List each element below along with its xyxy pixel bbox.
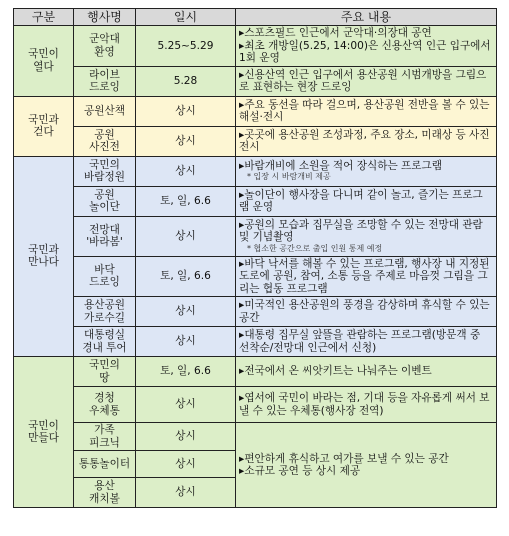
event-name: 국민의 땅 xyxy=(74,357,136,387)
table-header-row xyxy=(14,9,497,26)
event-name: 통통놀이터 xyxy=(74,451,136,478)
event-note: * 협소한 공간으로 출입 인원 통제 예정 xyxy=(247,243,383,253)
event-date: 상시 xyxy=(136,387,236,423)
event-date: 토, 일, 6.6 xyxy=(136,256,236,297)
event-name: 대통령실 경내 투어 xyxy=(74,327,136,357)
section-name: 국민이 만들다 xyxy=(14,357,74,508)
event-name: 경청 우체통 xyxy=(74,387,136,423)
event-content: ▸공원의 모습과 집무실을 조망할 수 있는 전망대 관람 및 기념촬영 xyxy=(239,218,483,243)
event-content: ▸신용산역 인근 입구에서 용산공원 시범개방을 그림으로 표현하는 현장 드로잉 xyxy=(236,66,497,96)
event-date: 5.28 xyxy=(136,66,236,96)
event-name: 용산 캐치볼 xyxy=(74,478,136,508)
event-date: 상시 xyxy=(136,216,236,256)
event-content-cell xyxy=(236,216,497,256)
event-name: 가족 피크닉 xyxy=(74,423,136,451)
event-name: 바닥 드로잉 xyxy=(74,256,136,297)
event-name: 국민의 바람정원 xyxy=(74,156,136,186)
event-date: 상시 xyxy=(136,327,236,357)
event-date: 상시 xyxy=(136,297,236,327)
event-content: ▸엽서에 국민이 바라는 점, 기대 등을 자유롭게 써서 보낼 수 있는 우체통(행사장 전역) xyxy=(236,387,497,423)
header-content: 주요 내용 xyxy=(236,9,497,26)
event-content: ▸미국적인 용산공원의 풍경을 감상하며 휴식할 수 있는 공간 xyxy=(236,297,497,327)
event-date: 상시 xyxy=(136,96,236,126)
section-name: 국민이 열다 xyxy=(14,26,74,97)
header-date: 일시 xyxy=(136,9,236,26)
event-date: 5.25~5.29 xyxy=(136,26,236,67)
event-content: ▸바닥 낙서를 해볼 수 있는 프로그램, 행사장 내 지정된 도로에 공원, 참여, 소통 등을 주제로 마음껏 그림을 그리는 협동 프로그램 xyxy=(236,256,497,297)
event-date: 상시 xyxy=(136,156,236,186)
event-date: 토, 일, 6.6 xyxy=(136,186,236,216)
event-name: 공원 놀이단 xyxy=(74,186,136,216)
event-name: 공원산책 xyxy=(74,96,136,126)
event-content: ▸대통령 집무실 앞뜰을 관람하는 프로그램(방문객 중 선착순/전망대 인근에서 신청) xyxy=(236,327,497,357)
event-content: ▸편안하게 휴식하고 여가를 보낼 수 있는 공간 ▸소규모 공연 등 상시 제공 xyxy=(236,423,497,508)
event-date: 토, 일, 6.6 xyxy=(136,357,236,387)
event-note: * 입장 시 바람개비 제공 xyxy=(247,172,331,182)
event-content: ▸주요 동선을 따라 걸으며, 용산공원 전반을 볼 수 있는 해설·전시 xyxy=(236,96,497,126)
section-name: 국민과 만나다 xyxy=(14,156,74,357)
header-category: 구분 xyxy=(14,9,74,26)
event-content: ▸바람개비에 소원을 적어 장식하는 프로그램 xyxy=(239,159,442,172)
event-name: 용산공원 가로수길 xyxy=(74,297,136,327)
event-schedule-table xyxy=(13,8,497,508)
event-date: 상시 xyxy=(136,126,236,156)
event-date: 상시 xyxy=(136,451,236,478)
section-name: 국민과 걷다 xyxy=(14,96,74,156)
event-name: 군악대 환영 xyxy=(74,26,136,67)
event-name: 라이브 드로잉 xyxy=(74,66,136,96)
event-name: 전망대 '바라봄' xyxy=(74,216,136,256)
event-content: ▸놀이단이 행사장을 다니며 같이 놀고, 즐기는 프로그램 운영 xyxy=(236,186,497,216)
event-date: 상시 xyxy=(136,478,236,508)
event-content-cell xyxy=(236,156,497,186)
event-name: 공원 사진전 xyxy=(74,126,136,156)
header-event-name: 행사명 xyxy=(74,9,136,26)
event-content: ▸곳곳에 용산공원 조성과정, 주요 장소, 미래상 등 사진 전시 xyxy=(236,126,497,156)
event-content: ▸전국에서 온 씨앗키트는 나눠주는 이벤트 xyxy=(236,357,497,387)
event-date: 상시 xyxy=(136,423,236,451)
event-content: ▸스포츠필드 인근에서 군악대·의장대 공연 ▸최초 개방일(5.25, 14:00)은 신용산역 인근 입구에서 1회 운영 xyxy=(236,26,497,67)
